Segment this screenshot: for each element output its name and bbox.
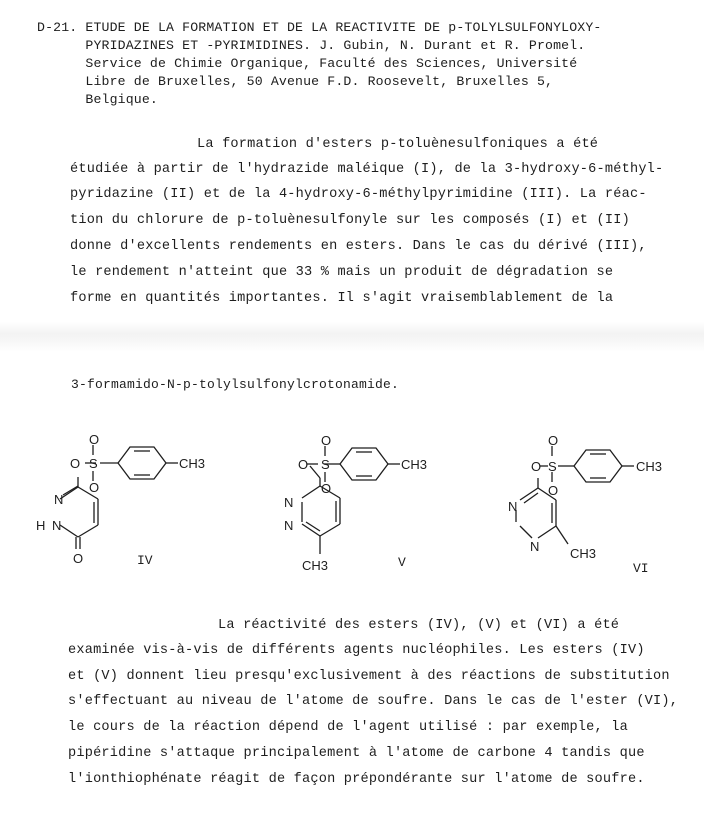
label-iv: IV xyxy=(137,553,153,568)
para1-line: le rendement n'atteint que 33 % mais un produit de dégradation se xyxy=(70,265,614,280)
structure-v xyxy=(280,430,480,580)
atom-ch3: CH3 xyxy=(570,546,597,561)
atom-ch3: CH3 xyxy=(179,456,206,471)
atom-o: O xyxy=(548,483,559,498)
atom-o: O xyxy=(321,481,332,496)
atom-h: H xyxy=(36,518,46,533)
atom-ch3: CH3 xyxy=(401,457,428,472)
para2-line: pipéridine s'attaque principalement à l'atome de carbone 4 tandis que xyxy=(68,746,645,761)
atom-n: N xyxy=(284,495,294,510)
structure-iv xyxy=(30,425,230,575)
atom-n: N xyxy=(530,539,540,554)
para2-line: s'effectuant au niveau de l'atome de soufre. Dans le cas de l'ester (VI), xyxy=(68,694,679,709)
para2-line: le cours de la réaction dépend de l'agent utilisé : par exemple, la xyxy=(68,720,628,735)
atom-s: S xyxy=(548,459,557,474)
atom-o: O xyxy=(89,432,100,447)
para1-line: pyridazine (II) et de la 4-hydroxy-6-méthylpyrimidine (III). La réac- xyxy=(70,187,647,202)
para2-line: La réactivité des esters (IV), (V) et (VI) a été xyxy=(218,618,620,633)
header-line-address: Libre de Bruxelles, 50 Avenue F.D. Roosevelt, Bruxelles 5, xyxy=(37,74,554,89)
atom-s: S xyxy=(321,457,330,472)
atom-o: O xyxy=(531,459,542,474)
para2-line: et (V) donnent lieu presqu'exclusivement à des réactions de substitution xyxy=(68,669,670,684)
atom-o: O xyxy=(321,433,332,448)
para2-line: examinée vis-à-vis de différents agents nucléophiles. Les esters (IV) xyxy=(68,643,645,658)
atom-ch3: CH3 xyxy=(636,459,663,474)
para1-line: étudiée à partir de l'hydrazide maléique (I), de la 3-hydroxy-6-méthyl- xyxy=(70,162,664,177)
label-v: V xyxy=(398,555,406,570)
para1-continuation: 3-formamido-N-p-tolylsulfonylcrotonamide. xyxy=(71,377,400,392)
para1-line: forme en quantités importantes. Il s'agit vraisemblablement de la xyxy=(70,291,614,306)
header-line-title: D-21. ETUDE DE LA FORMATION ET DE LA REACTIVITE DE p-TOLYLSULFONYLOXY- xyxy=(37,20,602,35)
para2-line: l'ionthiophénate réagit de façon prépondérante sur l'atome de soufre. xyxy=(68,772,645,787)
atom-o: O xyxy=(70,456,81,471)
para1-line: donne d'excellents rendements en esters. Dans le cas du dérivé (III), xyxy=(70,239,647,254)
atom-n: N xyxy=(508,499,518,514)
atom-s: S xyxy=(89,456,98,471)
label-vi: VI xyxy=(633,561,649,576)
atom-o: O xyxy=(548,433,559,448)
atom-n: N xyxy=(52,518,62,533)
atom-n: N xyxy=(284,518,294,533)
header-line-affiliation: Service de Chimie Organique, Faculté des Sciences, Université xyxy=(37,56,578,71)
atom-o: O xyxy=(73,551,84,566)
atom-ch3: CH3 xyxy=(302,558,329,573)
scan-smudge xyxy=(0,322,704,352)
atom-n: N xyxy=(54,492,64,507)
para1-line: La formation d'esters p-toluènesulfoniques a été xyxy=(197,137,599,152)
structure-vi xyxy=(500,430,700,580)
atom-o: O xyxy=(89,480,100,495)
para1-line: tion du chlorure de p-toluènesulfonyle sur les composés (I) et (II) xyxy=(70,213,630,228)
atom-o: O xyxy=(298,457,309,472)
header-line-country: Belgique. xyxy=(37,92,158,107)
header-line-authors: PYRIDAZINES ET -PYRIMIDINES. J. Gubin, N. Durant et R. Promel. xyxy=(37,38,586,53)
